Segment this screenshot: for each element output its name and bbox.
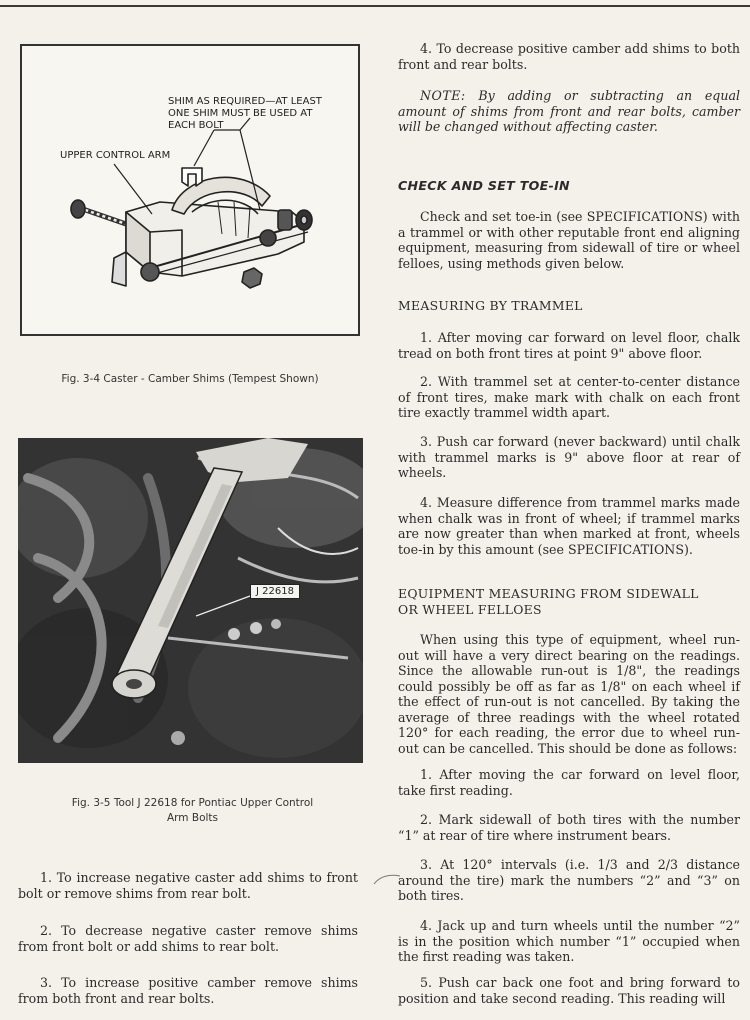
trammel-step-2: 2. With trammel set at center-to-center distance of front tires, make mark with chalk on each front tire exactly trammel width apart.	[398, 374, 740, 420]
note-text: By adding or subtracting an equal amount of shims from front and rear bolts, camber will be changed without affecting caster.	[398, 88, 740, 134]
note-paragraph	[398, 88, 740, 135]
equipment-heading-line2: OR WHEEL FELLOES	[398, 601, 542, 617]
figure-3-5-caption	[20, 796, 365, 826]
equipment-intro: When using this type of equipment, wheel run-out will have a very direct bearing on the readings. Since the allowable run-out is 1/8", the readings could possibly be off as far as 1/8" on each wheel if the effect of run-out is not cancelled. By taking the average of three readings with the wheel rotated 120° for each reading, the error due to wheel run-out can be cancelled. This should be done as follows:	[398, 632, 740, 756]
figure-caster-camber-shims	[20, 44, 360, 336]
equipment-heading	[398, 586, 699, 617]
trammel-heading: MEASURING BY TRAMMEL	[398, 298, 583, 313]
equipment-heading-line1: EQUIPMENT MEASURING FROM SIDEWALL	[398, 586, 699, 601]
equipment-step-1: 1. After moving the car forward on level floor, take first reading.	[398, 767, 740, 798]
trammel-step-3: 3. Push car forward (never backward) until chalk with trammel marks is 9" above floor at rear of wheels.	[398, 434, 740, 480]
trammel-step-4: 4. Measure difference from trammel marks made when chalk was in front of wheel; if trammel marks are now greater than when marked at front, wheels toe-in by this amount (see SPECIFICATIONS).	[398, 495, 740, 557]
engine-bay-photo	[18, 438, 363, 763]
camber-step-3: 3. To increase positive camber remove shims from both front and rear bolts.	[18, 975, 358, 1006]
trammel-step-1: 1. After moving car forward on level floor, chalk tread on both front tires at point 9" above floor.	[398, 330, 740, 361]
toe-in-heading: CHECK AND SET TOE-IN	[398, 178, 570, 193]
upper-control-arm-callout: UPPER CONTROL ARM	[60, 150, 171, 161]
equipment-step-2: 2. Mark sidewall of both tires with the number “1” at rear of tire where instrument bears.	[398, 812, 740, 843]
figure-tool-photo	[18, 438, 363, 763]
equipment-step-3: 3. At 120° intervals (i.e. 1/3 and 2/3 distance around the tire) mark the numbers “2” and “3” on both tires.	[398, 857, 740, 903]
figure-3-5-caption-line1: Fig. 3-5 Tool J 22618 for Pontiac Upper Control	[71, 797, 314, 809]
caster-step-2: 2. To decrease negative caster remove shims from front bolt or add shims to rear bolt.	[18, 923, 358, 954]
figure-3-5-caption-line2: Arm Bolts	[166, 812, 218, 824]
toe-in-intro: Check and set toe-in (see SPECIFICATIONS) with a trammel or with other reputable front end aligning equipment, measuring from sidewall of tire or wheel felloes, using methods given below.	[398, 209, 740, 271]
equipment-step-5: 5. Push car back one foot and bring forward to position and take second reading. This reading will	[398, 975, 740, 1006]
caster-step-1: 1. To increase negative caster add shims to front bolt or remove shims from rear bolt.	[18, 870, 358, 901]
equipment-step-4: 4. Jack up and turn wheels until the number “2” is in the position which number “1” occupied when the first reading was taken.	[398, 918, 740, 964]
top-rule	[0, 5, 750, 7]
note-label: NOTE:	[420, 88, 466, 103]
camber-step-4: 4. To decrease positive camber add shims to both front and rear bolts.	[398, 41, 740, 72]
shim-callout: SHIM AS REQUIRED—AT LEAST ONE SHIM MUST BE USED AT EACH BOLT	[168, 96, 322, 131]
pencil-mark	[372, 872, 402, 886]
control-arm-drawing	[22, 46, 358, 334]
figure-3-4-caption: Fig. 3-4 Caster - Camber Shims (Tempest Shown)	[61, 373, 319, 385]
tool-label-tag: J 22618	[250, 584, 300, 599]
